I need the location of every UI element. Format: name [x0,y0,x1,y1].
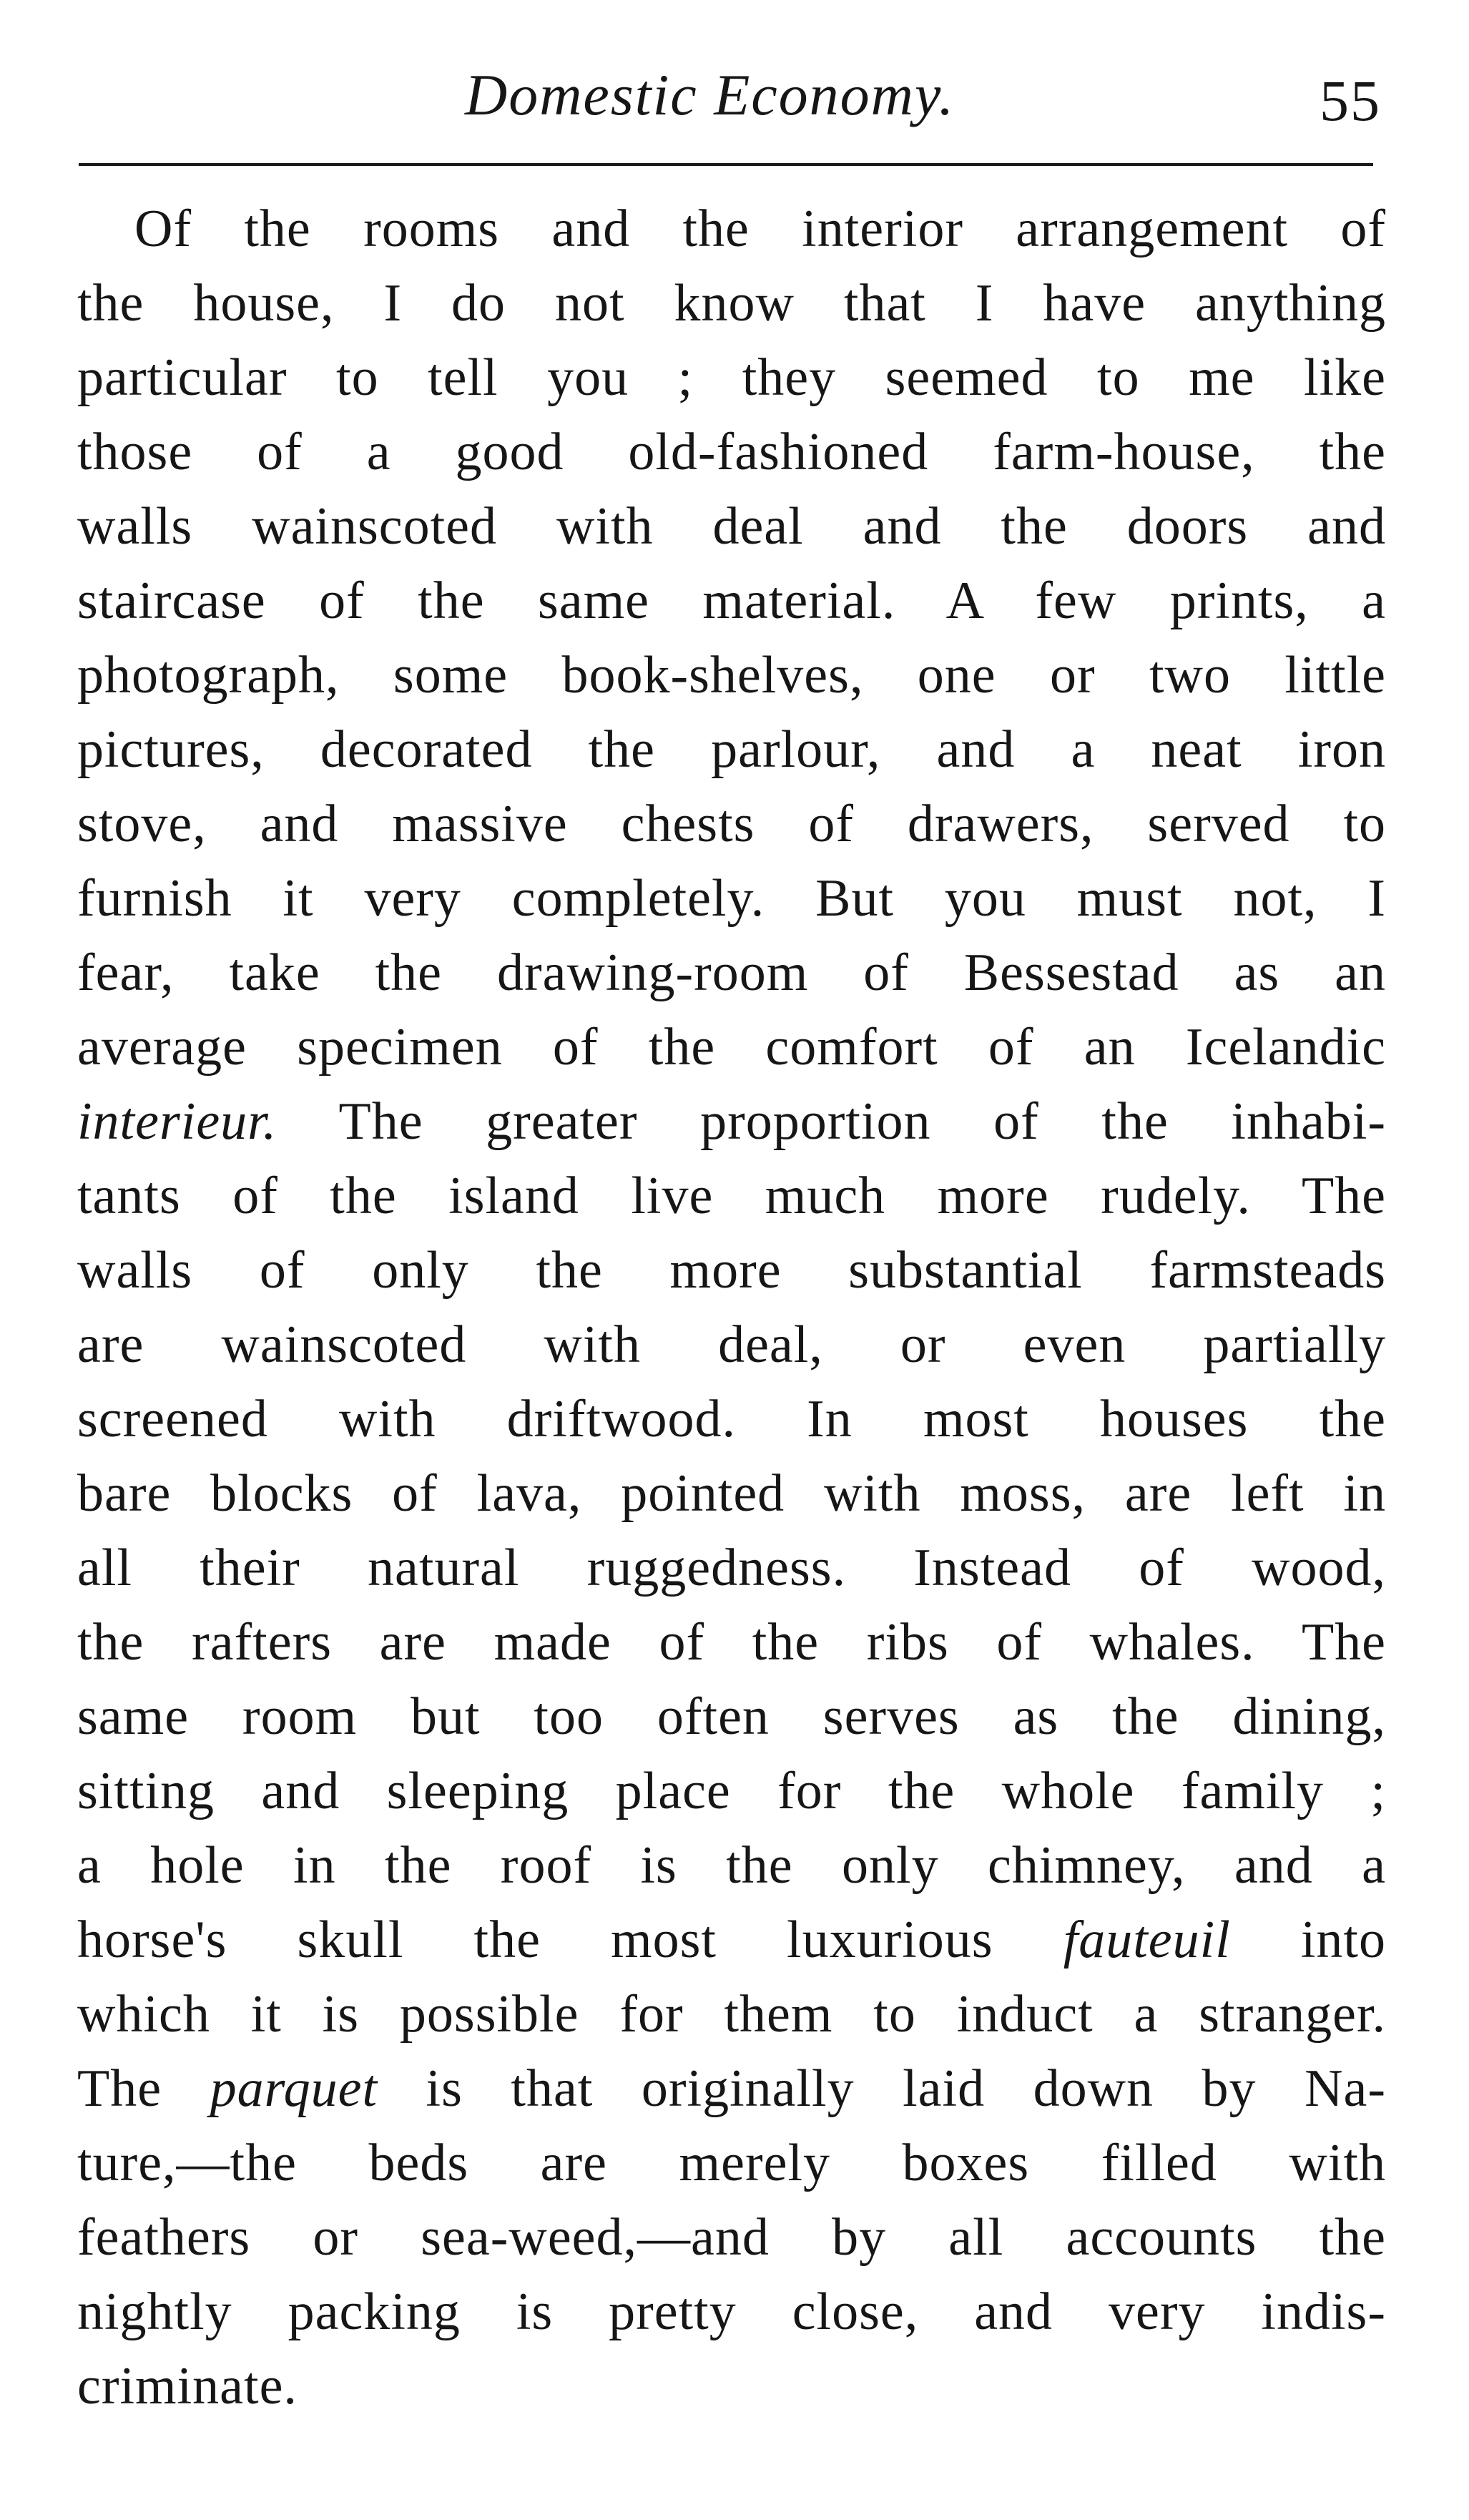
text-line: Of the rooms and the interior arrangement of [134,200,1386,258]
running-title: Domestic Economy. [465,62,955,127]
text-line: average specimen of the comfort of an Icelandic [77,1018,1386,1077]
text-line: tants of the island live much more rudely. The [77,1167,1386,1225]
text-line: all their natural ruggedness. Instead of wood, [77,1539,1386,1597]
text-line: bare blocks of lava, pointed with moss, are left in [77,1464,1386,1523]
text-line: the rafters are made of the ribs of whales. The [77,1613,1386,1672]
text-line: stove, and massive chests of drawers, served to [77,795,1386,853]
italic-word: parquet [210,2059,378,2118]
text-line: feathers or sea-weed,—and by all accounts the [77,2208,1386,2267]
text-line: furnish it very completely. But you must not, I [77,869,1386,928]
text-line: pictures, decorated the parlour, and a neat iron [77,720,1386,779]
text-line: a hole in the roof is the only chimney, and a [77,1836,1386,1895]
text-line: interieur. The greater proportion of the inhabi- [77,1092,1386,1151]
text-line: The parquet is that originally laid down by Na- [77,2059,1386,2118]
body-paragraph [77,192,1386,2423]
text-line: which it is possible for them to induct a stranger. [77,1985,1386,2044]
text-line: screened with driftwood. In most houses the [77,1390,1386,1448]
text-line: those of a good old-fashioned farm-house, the [77,423,1386,481]
text-line: sitting and sleeping place for the whole family ; [77,1762,1386,1820]
text-line: criminate. [77,2357,298,2416]
text-line: same room but too often serves as the dining, [77,1687,1386,1746]
text-line: ture,—the beds are merely boxes filled with [77,2134,1386,2192]
text-line: horse's skull the most luxurious fauteuil into [77,1911,1386,1969]
text-line: fear, take the drawing-room of Bessestad as an [77,943,1386,1002]
text-line: the house, I do not know that I have anything [77,274,1386,333]
text-line: staircase of the same material. A few prints, a [77,572,1386,630]
text-line: are wainscoted with deal, or even partially [77,1315,1386,1374]
text-line: photograph, some book-shelves, one or two little [77,646,1386,705]
italic-word: fauteuil [1063,1911,1231,1969]
italic-word: interieur. [77,1092,277,1151]
page-number: 55 [1320,68,1381,133]
header-rule [79,163,1373,166]
running-head [79,49,1380,134]
text-line: walls wainscoted with deal and the doors and [77,497,1386,556]
text-line: walls of only the more substantial farmsteads [77,1241,1386,1300]
text-line: particular to tell you ; they seemed to me like [77,348,1386,407]
text-line: nightly packing is pretty close, and very indis- [77,2283,1386,2341]
